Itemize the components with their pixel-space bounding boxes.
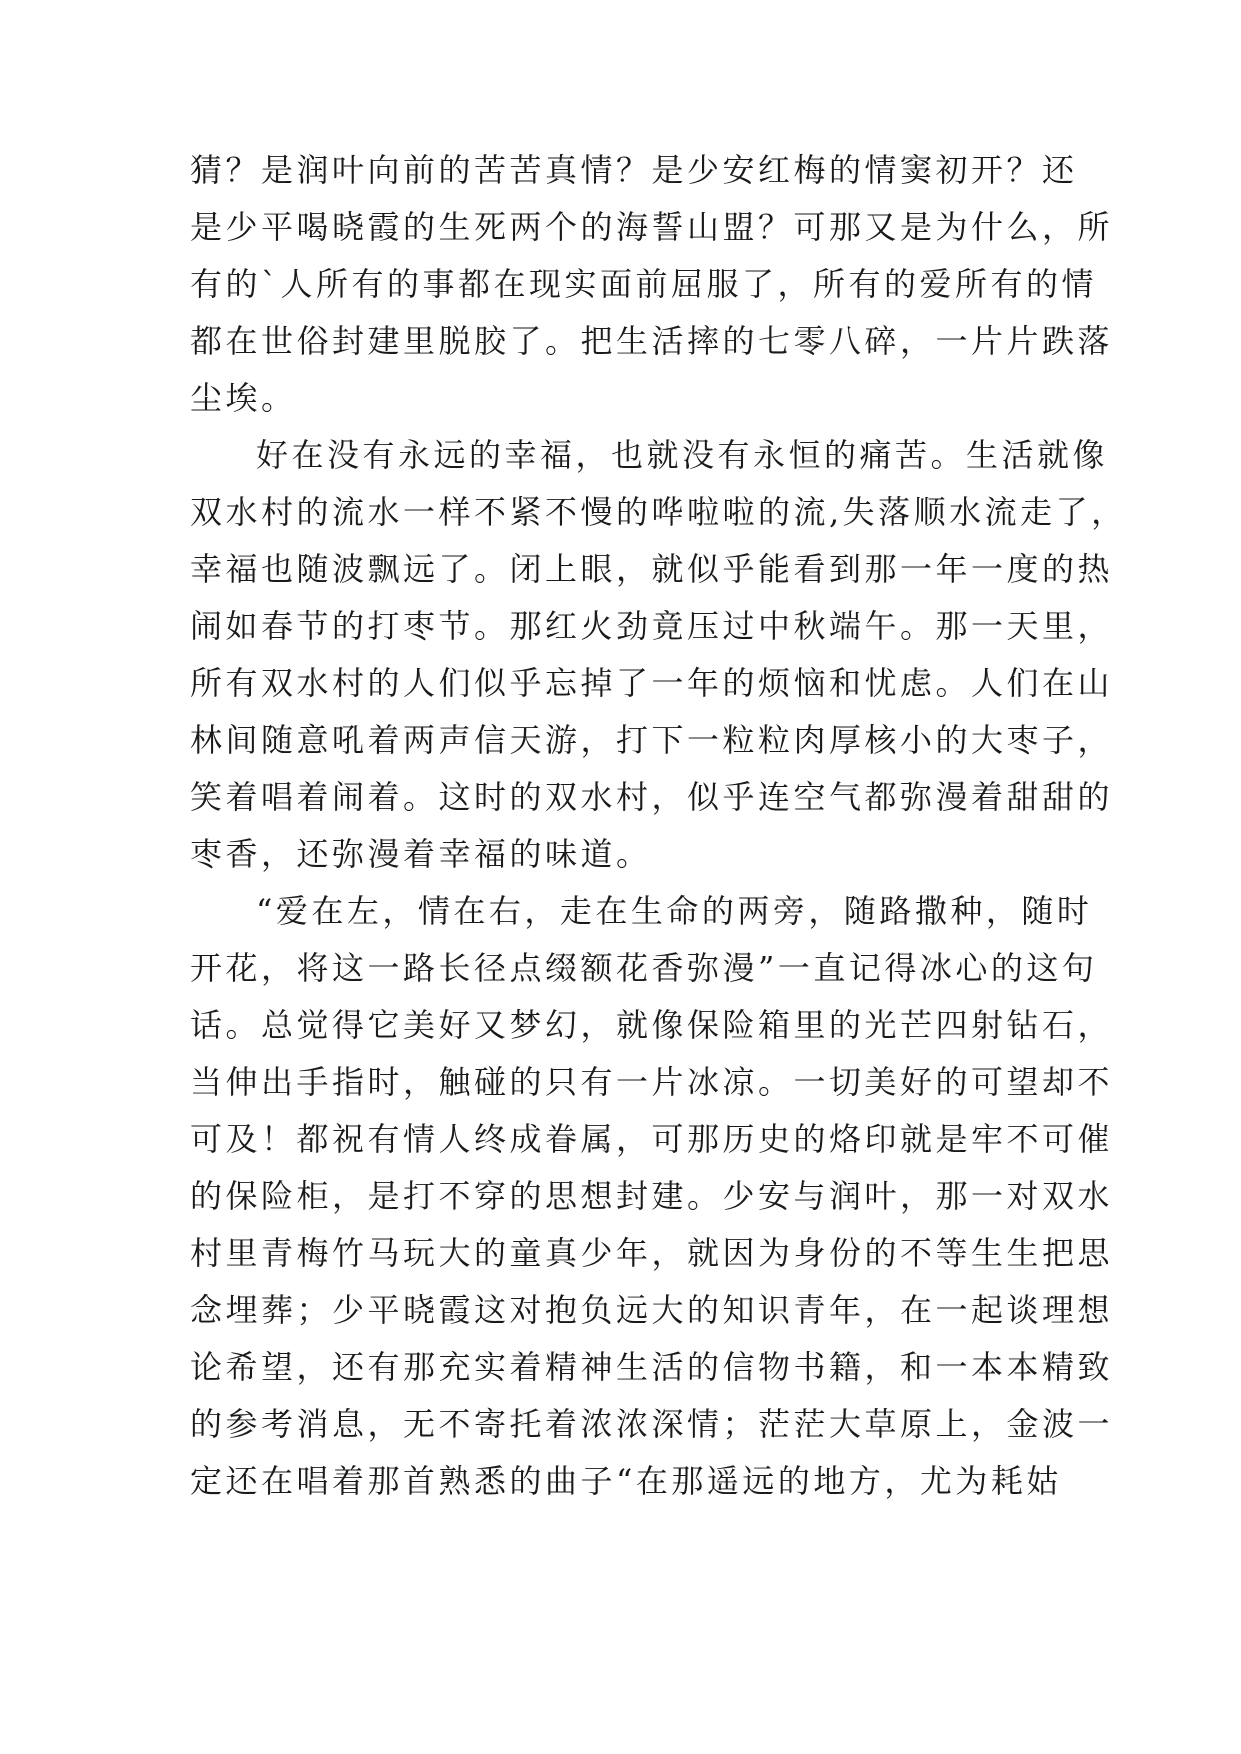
text-line: 林间随意吼着两声信天游，打下一粒粒肉厚核小的大枣子， bbox=[190, 721, 1114, 759]
text-line: 论希望，还有那充实着精神生活的信物书籍，和一本本精致 bbox=[190, 1348, 1114, 1386]
text-line: 村里青梅竹马玩大的童真少年，就因为身份的不等生生把思 bbox=[190, 1234, 1114, 1272]
text-line: 当伸出手指时，触碰的只有一片冰凉。一切美好的可望却不 bbox=[190, 1063, 1114, 1101]
text-line: 是少平喝晓霞的生死两个的海誓山盟？可那又是为什么，所 bbox=[190, 208, 1114, 246]
text-line: 可及！都祝有情人终成眷属，可那历史的烙印就是牢不可催 bbox=[190, 1120, 1114, 1158]
text-line: 幸福也随波飘远了。闭上眼，就似乎能看到那一年一度的热 bbox=[190, 550, 1114, 588]
text-line: 都在世俗封建里脱胶了。把生活摔的七零八碎，一片片跌落 bbox=[190, 322, 1114, 360]
text-line: 的参考消息，无不寄托着浓浓深情；茫茫大草原上，金波一 bbox=[190, 1405, 1114, 1443]
text-line: 念埋葬；少平晓霞这对抱负远大的知识青年，在一起谈理想 bbox=[190, 1291, 1114, 1329]
text-line: 笑着唱着闹着。这时的双水村，似乎连空气都弥漫着甜甜的 bbox=[190, 778, 1114, 816]
paragraph-first-line: “爱在左，情在右，走在生命的两旁，随路撒种，随时 bbox=[256, 892, 1093, 930]
text-line: 开花，将这一路长径点缀额花香弥漫”一直记得冰心的这句 bbox=[190, 949, 1098, 987]
paragraph-first-line: 好在没有永远的幸福，也就没有永恒的痛苦。生活就像 bbox=[256, 436, 1109, 474]
text-line: 双水村的流水一样不紧不慢的哗啦啦的流,失落顺水流走了， bbox=[190, 493, 1127, 531]
text-line: 定还在唱着那首熟悉的曲子“在那遥远的地方，尤为耗姑 bbox=[190, 1462, 1062, 1500]
text-line: 有的`人所有的事都在现实面前屈服了，所有的爱所有的情 bbox=[190, 265, 1098, 303]
text-line: 的保险柜，是打不穿的思想封建。少安与润叶，那一对双水 bbox=[190, 1177, 1114, 1215]
text-line: 所有双水村的人们似乎忘掉了一年的烦恼和忧虑。人们在山 bbox=[190, 664, 1114, 702]
text-line: 尘埃。 bbox=[190, 379, 297, 417]
text-line: 话。总觉得它美好又梦幻，就像保险箱里的光芒四射钻石， bbox=[190, 1006, 1114, 1044]
text-line: 闹如春节的打枣节。那红火劲竟压过中秋端午。那一天里， bbox=[190, 607, 1114, 645]
text-line: 枣香，还弥漫着幸福的味道。 bbox=[190, 835, 652, 873]
text-line: 猜？是润叶向前的苦苦真情？是少安红梅的情窦初开？还 bbox=[190, 151, 1078, 189]
